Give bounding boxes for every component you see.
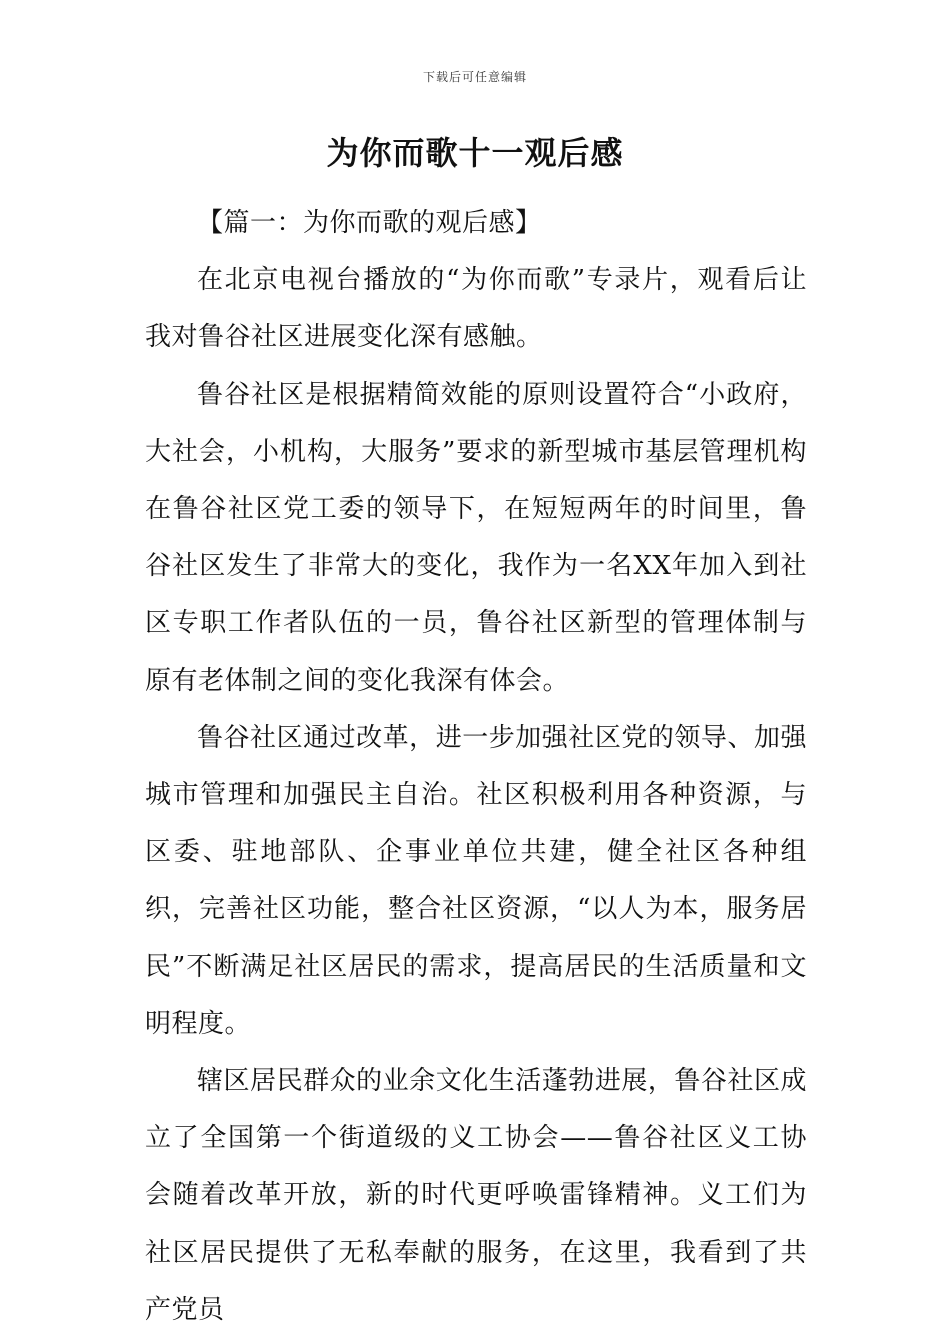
document-body bbox=[145, 195, 807, 1339]
document-title: 为你而歌十一观后感 bbox=[326, 134, 624, 172]
section-heading: 【篇一：为你而歌的观后感】 bbox=[197, 208, 542, 238]
paragraph: 鲁谷社区通过改革，进一步加强社区党的领导、加强城市管理和加强民主自治。社区积极利用各种资源，与区委、驻地部队、企事业单位共建，健全社区各种组织，完善社区功能，整合社区资源，“以人为本，服务居民”不断满足社区居民的需求，提高居民的生活质量和文明程度。 bbox=[145, 722, 807, 1039]
paragraph: 在北京电视台播放的“为你而歌”专录片，观看后让我对鲁谷社区进展变化深有感触。 bbox=[145, 265, 807, 353]
header-note: 下载后可任意编辑 bbox=[422, 70, 527, 84]
paragraph: 辖区居民群众的业余文化生活蓬勃进展，鲁谷社区成立了全国第一个街道级的义工协会——鲁谷社区义工协会随着改革开放，新的时代更呼唤雷锋精神。义工们为社区居民提供了无私奉献的服务，在这里，我看到了共产党员 bbox=[145, 1066, 807, 1325]
paragraph: 鲁谷社区是根据精简效能的原则设置符合“小政府，大社会，小机构，大服务”要求的新型城市基层管理机构在鲁谷社区党工委的领导下，在短短两年的时间里，鲁谷社区发生了非常大的变化，我作为一名XX年加入到社区专职工作者队伍的一员，鲁谷社区新型的管理体制与原有老体制之间的变化我深有体会。 bbox=[145, 379, 807, 696]
